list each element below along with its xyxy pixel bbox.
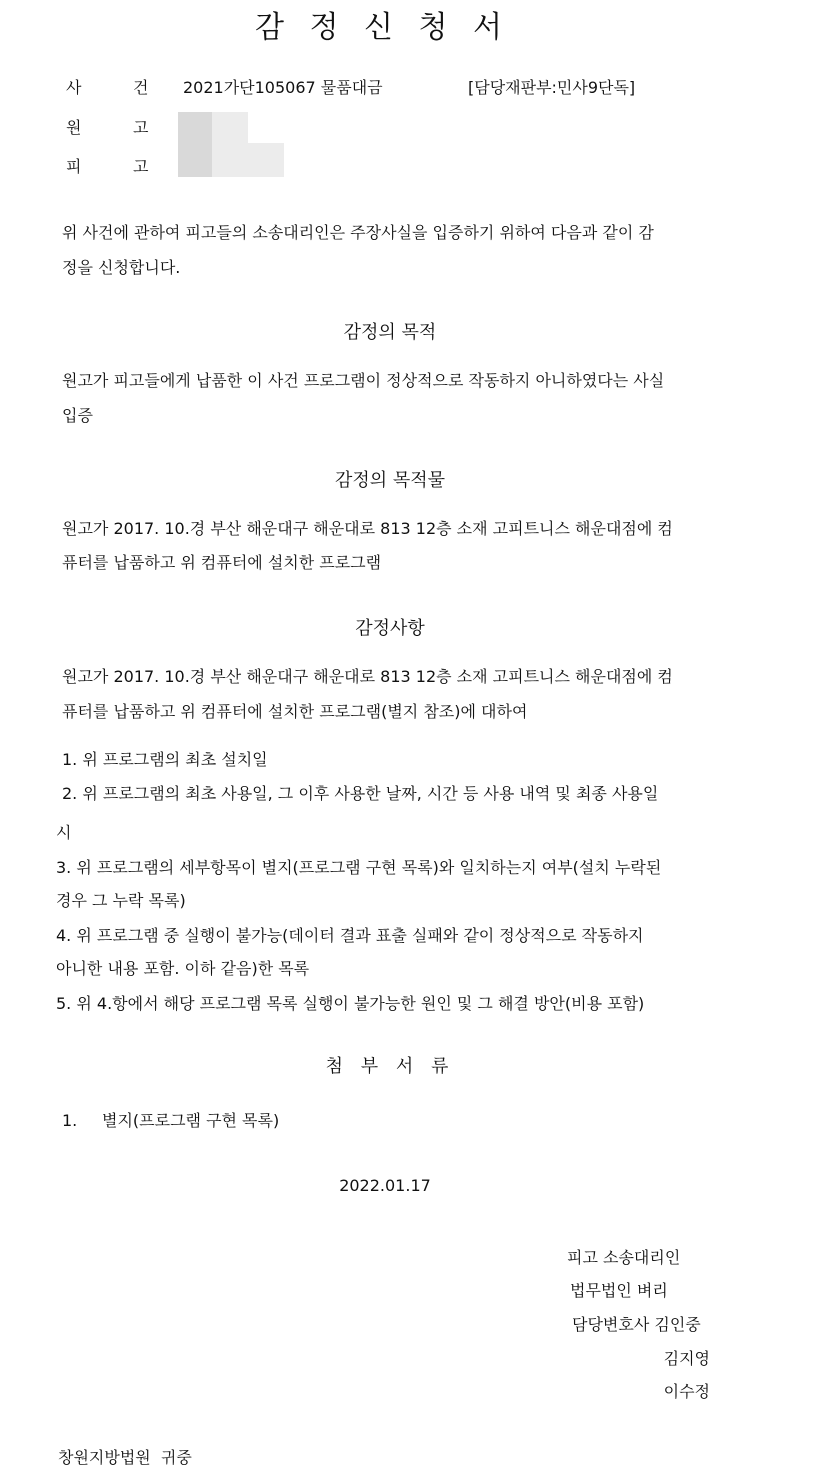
purpose-heading: 감정의 목적 — [343, 322, 437, 343]
purpose-line-1: 원고가 피고들에게 납품한 이 사건 프로그램이 정상적으로 작동하지 아니하였다는 사실 — [62, 371, 665, 390]
signature-line-1: 피고 소송대리인 — [567, 1248, 681, 1267]
matters-item-2a: 2. 위 프로그램의 최초 사용일, 그 이후 사용한 날짜, 시간 등 사용 내역 및 최종 사용일 — [62, 784, 659, 803]
plaintiff-redaction-2 — [212, 112, 248, 144]
matters-item-4a: 4. 위 프로그램 중 실행이 불가능(데이터 결과 표출 실패와 같이 정상적으로 작동하지 — [56, 926, 644, 945]
signature-line-2: 법무법인 벼리 — [570, 1281, 668, 1300]
signature-line-3: 담당변호사 김인중 — [572, 1315, 701, 1334]
attachments-heading: 첨 부 서 류 — [325, 1056, 455, 1077]
case-label-geon: 건 — [133, 78, 149, 97]
case-number: 2021가단105067 물품대금 — [183, 78, 383, 97]
case-label-sa: 사 — [66, 78, 82, 97]
plaintiff-label-2: 고 — [133, 118, 149, 137]
matters-item-3b: 경우 그 누락 목록) — [56, 891, 186, 910]
matters-item-4b: 아니한 내용 포함. 이하 같음)한 목록 — [56, 959, 310, 978]
defendant-redaction-2 — [212, 143, 284, 177]
object-heading: 감정의 목적물 — [334, 470, 446, 491]
intro-line-2: 정을 신청합니다. — [62, 258, 181, 277]
defendant-label-2: 고 — [133, 157, 149, 176]
matters-item-2b: 시 — [56, 823, 72, 842]
case-division: [담당재판부:민사9단독] — [468, 78, 636, 97]
plaintiff-label-1: 원 — [66, 118, 82, 137]
signature-line-5: 이수정 — [663, 1382, 710, 1401]
matters-item-1: 1. 위 프로그램의 최초 설치일 — [62, 750, 268, 769]
purpose-line-2: 입증 — [62, 406, 93, 425]
matters-line-2: 퓨터를 납품하고 위 컴퓨터에 설치한 프로그램(별지 참조)에 대하여 — [62, 702, 528, 721]
matters-line-1: 원고가 2017. 10.경 부산 해운대구 해운대로 813 12층 소재 고피트니스 해운대점에 컴 — [62, 667, 673, 686]
matters-item-5: 5. 위 4.항에서 해당 프로그램 목록 실행이 불가능한 원인 및 그 해결 방안(비용 포함) — [56, 994, 645, 1013]
attachment-item-number: 1. — [62, 1111, 78, 1130]
defendant-redaction — [178, 143, 212, 177]
document-title: 감 정 신 청 서 — [254, 10, 511, 45]
matters-heading: 감정사항 — [355, 618, 425, 639]
defendant-label-1: 피 — [66, 157, 82, 176]
object-line-1: 원고가 2017. 10.경 부산 해운대구 해운대로 813 12층 소재 고피트니스 해운대점에 컴 — [62, 519, 673, 538]
attachment-item-text: 별지(프로그램 구현 목록) — [102, 1111, 280, 1130]
matters-item-3a: 3. 위 프로그램의 세부항목이 별지(프로그램 구현 목록)와 일치하는지 여부(설치 누락된 — [56, 858, 662, 877]
intro-line-1: 위 사건에 관하여 피고들의 소송대리인은 주장사실을 입증하기 위하여 다음과 같이 감 — [62, 223, 654, 242]
signature-line-4: 김지영 — [663, 1349, 710, 1368]
court-addressee: 창원지방법원 귀중 — [58, 1448, 192, 1467]
plaintiff-redaction — [178, 112, 212, 144]
object-line-2: 퓨터를 납품하고 위 컴퓨터에 설치한 프로그램 — [62, 553, 382, 572]
document-date: 2022.01.17 — [339, 1176, 431, 1195]
